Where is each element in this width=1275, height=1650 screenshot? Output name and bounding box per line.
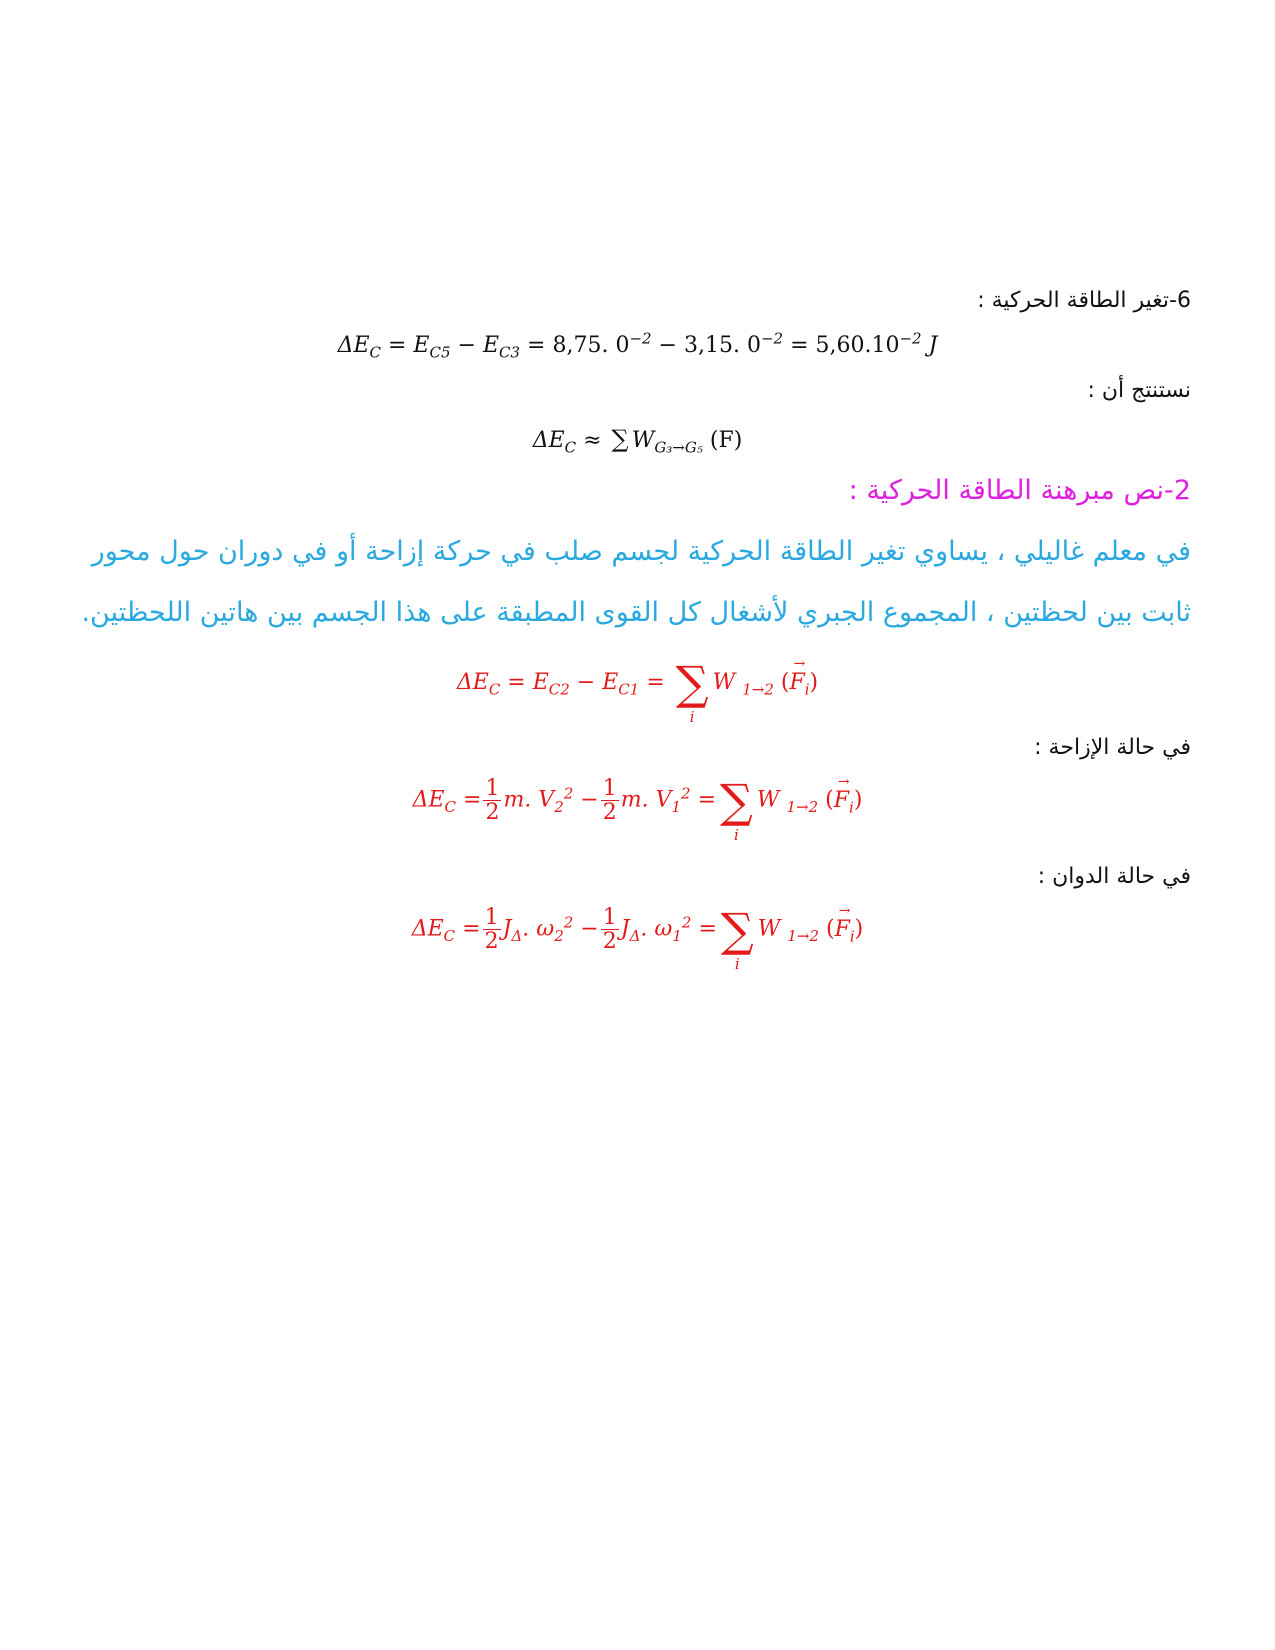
eq5-t2: J [620,916,630,942]
eq1-unit: J [921,333,938,358]
eq1-exp3: −2 [899,329,922,348]
eq5-t1b-sup: 2 [563,913,574,932]
eq4-work: W [756,787,780,813]
eq1-t1-sub: C5 [429,343,451,362]
eq5-t1b-sub: 2 [554,926,564,945]
eq5-t1b: . ω [522,916,555,942]
eq3-sum-symbol: ∑ i [675,656,709,726]
eq5-t1-sub: Δ [511,926,523,945]
theorem-statement-line1: في معلم غاليلي ، يساوي تغير الطاقة الحركية لجسم صلب في حركة إزاحة أو في دوران حول محور [91,536,1191,567]
eq4-t2-sub: 1 [671,797,682,816]
eq4-sum-symbol: ∑ i [720,773,753,844]
eq4-t1: m. V [503,787,555,813]
eq3-eq: = [639,670,672,695]
eq5-t2b: . ω [640,916,673,942]
equation-approx-work [0,425,1275,457]
eq1-minus: − E [450,333,500,358]
eq4-half-2: $\frac{1}{2}$ [602,776,617,826]
eq3-force: → $F_i$ [789,670,809,695]
theorem-statement-line2: ثابت بين لحظتين ، المجموع الجبري لأشغال كل القوى المطبقة على هذا الجسم بين هاتين اللحظتين. [81,597,1191,628]
eq5-work-sub: 1→2 [787,926,819,945]
eq1-rhs: = E [388,333,430,358]
eq2-lhs-sub: C [564,438,577,457]
eq3-lhs: ΔE [456,670,489,695]
eq2-force: (F) [709,428,743,453]
eq2-work: W [631,428,655,453]
eq5-lhs-sub: C [443,926,456,945]
eq5-work: W [757,916,781,942]
eq5-t2b-sub: 1 [672,926,682,945]
equation-theorem: $\Delta E_C = E_{C2} - E_{C1}$ = ∑ i W $_{1\to 2}$ (→ $F_i$) [0,660,1275,706]
eq5-sum-symbol: ∑ i [720,902,754,973]
eq5-half-1: $\frac{1}{2}$ [484,905,499,955]
eq3-work: W [712,670,736,695]
eq4-t1-sub: 2 [554,797,564,816]
eq4-lhs-sub: C [444,797,457,816]
eq2-lhs: ΔE [532,428,565,453]
eq1-result: = 5,60.10 [783,333,900,358]
eq4-half-1: $\frac{1}{2}$ [485,776,500,826]
eq4-t2-sup: 2 [681,784,691,803]
eq1-lhs: ΔE [337,333,370,358]
theorem-title: 2-نص مبرهنة الطاقة الحركية : [848,475,1191,506]
conclusion-label: نستنتج أن : [1087,378,1191,403]
eq1-lhs-sub: C [369,343,381,362]
eq5-t1: J [502,916,512,942]
eq2-work-sub: G₃→G₅ [654,438,703,457]
eq3-s1: C2 [548,680,570,699]
section-heading-kinetic-energy-change: 6-تغير الطاقة الحركية : [977,288,1191,313]
eq1-exp1: −2 [629,329,652,348]
eq3-sum-index: i [689,708,695,726]
eq4-sum-index: i [734,825,739,844]
equation-rotation: $\Delta E_C$ = $\frac{1}{2}$ $J_\Delta$. $\omega_2^2$ − $\frac{1}{2}$ $J_\Delta$. $\omega_1^2$ =∑ i W $_{1\to 2}$ (→ $F_i$) [0,906,1275,953]
eq3-work-sub: 1→2 [742,680,774,699]
eq4-work-sub: 1→2 [786,797,819,816]
eq1-t2-sub: C3 [499,343,521,362]
translation-case-label: في حالة الإزاحة : [1034,735,1191,760]
rotation-case-label: في حالة الدوان : [1037,864,1191,889]
eq2-sum-symbol: ∑ [611,425,629,453]
eq4-lhs: ΔE [412,787,445,813]
eq4-t1-sup: 2 [563,784,574,803]
eq2-approx: ≈ [576,428,609,453]
eq5-half-2: $\frac{1}{2}$ [602,905,617,955]
eq4-force: → $F_i$ [834,788,854,813]
equation-translation: $\Delta E_C$ = $\frac{1}{2}$ m. $V_2^2$ − $\frac{1}{2}$ m. $V_1^2$ =∑ i W $_{1\to 2}$ (→ $F_i$) [0,777,1275,824]
eq1-exp2: −2 [760,329,784,348]
eq3-lhs-sub: C [488,680,501,699]
eq4-t2: m. V [620,787,672,813]
eq3-s2: C1 [618,680,640,699]
eq5-t2b-sup: 2 [681,913,692,932]
eq5-sum-index: i [734,954,740,973]
eq5-t2-sub: Δ [629,926,641,945]
eq3-mid: = E [500,670,549,695]
eq5-lhs: ΔE [411,916,444,942]
eq3-minus: − E [569,670,619,695]
eq1-values2: − 3,15. 0 [651,333,761,358]
eq5-force: → $F_i$ [835,917,855,942]
eq1-values: = 8,75. 0 [520,333,630,358]
equation-energy-change-values [0,329,1275,362]
